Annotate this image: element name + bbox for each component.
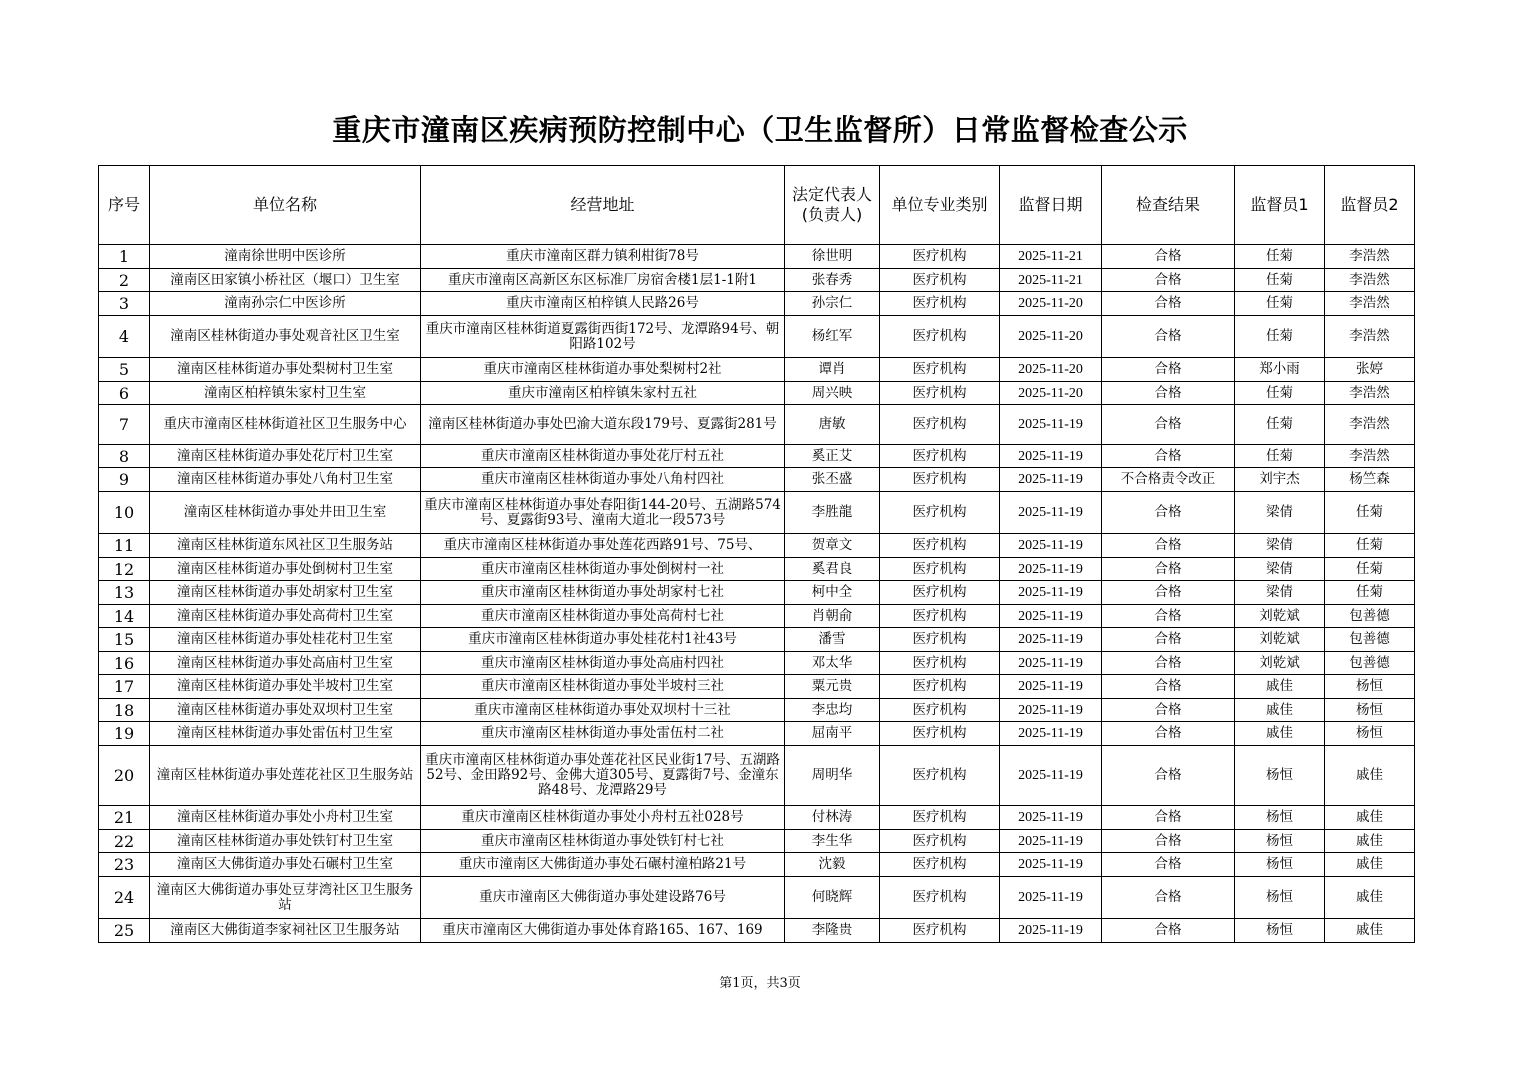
cell-date: 2025-11-19 — [1000, 492, 1102, 534]
cell-unit-name: 潼南区桂林街道办事处胡家村卫生室 — [150, 581, 421, 605]
cell-address: 重庆市潼南区桂林街道办事处小舟村五社028号 — [421, 806, 785, 830]
cell-supervisor-1: 杨恒 — [1235, 806, 1325, 830]
header-result: 检查结果 — [1102, 166, 1235, 245]
cell-unit-name: 重庆市潼南区桂林街道社区卫生服务中心 — [150, 405, 421, 445]
cell-category: 医疗机构 — [880, 605, 1000, 628]
cell-supervisor-2: 戚佳 — [1325, 919, 1415, 943]
cell-representative: 谭肖 — [785, 358, 880, 382]
cell-supervisor-2: 戚佳 — [1325, 853, 1415, 877]
cell-supervisor-2: 李浩然 — [1325, 245, 1415, 269]
inspection-table — [98, 165, 1415, 943]
cell-supervisor-1: 梁倩 — [1235, 492, 1325, 534]
cell-supervisor-2: 任菊 — [1325, 534, 1415, 558]
cell-representative: 周兴映 — [785, 382, 880, 405]
cell-representative: 奚正艾 — [785, 445, 880, 468]
cell-unit-name: 潼南孙宗仁中医诊所 — [150, 292, 421, 316]
cell-result: 合格 — [1102, 316, 1235, 358]
cell-address: 重庆市潼南区柏梓镇朱家村五社 — [421, 382, 785, 405]
table-row — [99, 245, 1415, 269]
cell-unit-name: 潼南区桂林街道办事处高庙村卫生室 — [150, 652, 421, 675]
cell-category: 医疗机构 — [880, 468, 1000, 492]
cell-representative: 张丕盛 — [785, 468, 880, 492]
cell-date: 2025-11-19 — [1000, 746, 1102, 806]
cell-supervisor-1: 杨恒 — [1235, 830, 1325, 853]
cell-date: 2025-11-20 — [1000, 382, 1102, 405]
cell-result: 合格 — [1102, 722, 1235, 746]
cell-index: 15 — [99, 628, 150, 652]
cell-index: 4 — [99, 316, 150, 358]
cell-result: 合格 — [1102, 699, 1235, 722]
cell-supervisor-1: 郑小雨 — [1235, 358, 1325, 382]
cell-category: 医疗机构 — [880, 652, 1000, 675]
cell-supervisor-2: 任菊 — [1325, 581, 1415, 605]
cell-representative: 李胜龍 — [785, 492, 880, 534]
cell-address: 重庆市潼南区桂林街道办事处高荷村七社 — [421, 605, 785, 628]
cell-unit-name: 潼南区田家镇小桥社区（堰口）卫生室 — [150, 269, 421, 292]
cell-unit-name: 潼南区大佛街道李家祠社区卫生服务站 — [150, 919, 421, 943]
cell-date: 2025-11-19 — [1000, 722, 1102, 746]
cell-result: 合格 — [1102, 652, 1235, 675]
cell-supervisor-1: 杨恒 — [1235, 919, 1325, 943]
table-row — [99, 581, 1415, 605]
table-row — [99, 269, 1415, 292]
cell-supervisor-2: 杨恒 — [1325, 699, 1415, 722]
cell-index: 22 — [99, 830, 150, 853]
cell-result: 合格 — [1102, 405, 1235, 445]
cell-result: 合格 — [1102, 628, 1235, 652]
cell-supervisor-2: 杨恒 — [1325, 675, 1415, 699]
cell-index: 19 — [99, 722, 150, 746]
cell-category: 医疗机构 — [880, 919, 1000, 943]
cell-date: 2025-11-19 — [1000, 445, 1102, 468]
cell-unit-name: 潼南区大佛街道办事处石碾村卫生室 — [150, 853, 421, 877]
cell-supervisor-2: 李浩然 — [1325, 292, 1415, 316]
cell-supervisor-1: 任菊 — [1235, 316, 1325, 358]
cell-representative: 徐世明 — [785, 245, 880, 269]
cell-representative: 何晓辉 — [785, 877, 880, 919]
cell-supervisor-2: 杨恒 — [1325, 722, 1415, 746]
cell-supervisor-2: 戚佳 — [1325, 746, 1415, 806]
cell-category: 医疗机构 — [880, 316, 1000, 358]
table-row — [99, 382, 1415, 405]
cell-index: 18 — [99, 699, 150, 722]
cell-category: 医疗机构 — [880, 746, 1000, 806]
cell-unit-name: 潼南区桂林街道办事处观音社区卫生室 — [150, 316, 421, 358]
cell-unit-name: 潼南区桂林街道东风社区卫生服务站 — [150, 534, 421, 558]
cell-address: 重庆市潼南区桂林街道夏露街西街172号、龙潭路94号、朝阳路102号 — [421, 316, 785, 358]
cell-index: 3 — [99, 292, 150, 316]
table-row — [99, 468, 1415, 492]
cell-result: 合格 — [1102, 245, 1235, 269]
cell-representative: 粟元贵 — [785, 675, 880, 699]
cell-index: 11 — [99, 534, 150, 558]
cell-category: 医疗机构 — [880, 492, 1000, 534]
cell-supervisor-1: 任菊 — [1235, 245, 1325, 269]
cell-unit-name: 潼南区桂林街道办事处双坝村卫生室 — [150, 699, 421, 722]
cell-category: 医疗机构 — [880, 722, 1000, 746]
cell-supervisor-2: 李浩然 — [1325, 316, 1415, 358]
cell-supervisor-1: 戚佳 — [1235, 675, 1325, 699]
cell-result: 合格 — [1102, 806, 1235, 830]
cell-category: 医疗机构 — [880, 445, 1000, 468]
cell-index: 21 — [99, 806, 150, 830]
cell-address: 潼南区桂林街道办事处巴渝大道东段179号、夏露街281号 — [421, 405, 785, 445]
cell-supervisor-1: 戚佳 — [1235, 722, 1325, 746]
cell-date: 2025-11-19 — [1000, 830, 1102, 853]
cell-unit-name: 潼南区桂林街道办事处半坡村卫生室 — [150, 675, 421, 699]
cell-unit-name: 潼南区柏梓镇朱家村卫生室 — [150, 382, 421, 405]
cell-supervisor-1: 任菊 — [1235, 269, 1325, 292]
cell-supervisor-1: 任菊 — [1235, 292, 1325, 316]
table-row — [99, 806, 1415, 830]
cell-supervisor-1: 戚佳 — [1235, 699, 1325, 722]
cell-unit-name: 潼南区桂林街道办事处莲花社区卫生服务站 — [150, 746, 421, 806]
cell-date: 2025-11-19 — [1000, 628, 1102, 652]
cell-category: 医疗机构 — [880, 699, 1000, 722]
cell-index: 6 — [99, 382, 150, 405]
cell-unit-name: 潼南区桂林街道办事处铁钉村卫生室 — [150, 830, 421, 853]
cell-category: 医疗机构 — [880, 292, 1000, 316]
cell-supervisor-2: 戚佳 — [1325, 806, 1415, 830]
table-row — [99, 830, 1415, 853]
cell-supervisor-2: 杨竺森 — [1325, 468, 1415, 492]
header-date: 监督日期 — [1000, 166, 1102, 245]
page-footer: 第1页，共3页 — [719, 976, 801, 991]
cell-unit-name: 潼南区桂林街道办事处井田卫生室 — [150, 492, 421, 534]
cell-address: 重庆市潼南区桂林街道办事处梨树村2社 — [421, 358, 785, 382]
header-unit-name: 单位名称 — [150, 166, 421, 245]
cell-address: 重庆市潼南区桂林街道办事处桂花村1社43号 — [421, 628, 785, 652]
cell-result: 合格 — [1102, 675, 1235, 699]
cell-index: 12 — [99, 558, 150, 581]
cell-date: 2025-11-20 — [1000, 358, 1102, 382]
cell-supervisor-2: 李浩然 — [1325, 445, 1415, 468]
cell-index: 24 — [99, 877, 150, 919]
cell-supervisor-1: 杨恒 — [1235, 877, 1325, 919]
cell-index: 7 — [99, 405, 150, 445]
cell-unit-name: 潼南徐世明中医诊所 — [150, 245, 421, 269]
cell-representative: 贺章文 — [785, 534, 880, 558]
page-title: 重庆市潼南区疾病预防控制中心（卫生监督所）日常监督检查公示 — [332, 113, 1188, 147]
cell-index: 1 — [99, 245, 150, 269]
cell-supervisor-1: 任菊 — [1235, 445, 1325, 468]
cell-address: 重庆市潼南区桂林街道办事处双坝村十三社 — [421, 699, 785, 722]
table-row — [99, 919, 1415, 943]
cell-category: 医疗机构 — [880, 245, 1000, 269]
cell-supervisor-2: 李浩然 — [1325, 405, 1415, 445]
cell-supervisor-2: 包善德 — [1325, 652, 1415, 675]
cell-representative: 潘雪 — [785, 628, 880, 652]
cell-supervisor-1: 刘乾斌 — [1235, 652, 1325, 675]
cell-unit-name: 潼南区桂林街道办事处雷伍村卫生室 — [150, 722, 421, 746]
cell-category: 医疗机构 — [880, 628, 1000, 652]
cell-result: 合格 — [1102, 534, 1235, 558]
cell-category: 医疗机构 — [880, 806, 1000, 830]
cell-date: 2025-11-19 — [1000, 652, 1102, 675]
cell-supervisor-2: 李浩然 — [1325, 269, 1415, 292]
cell-unit-name: 潼南区桂林街道办事处高荷村卫生室 — [150, 605, 421, 628]
cell-category: 医疗机构 — [880, 675, 1000, 699]
cell-category: 医疗机构 — [880, 877, 1000, 919]
cell-date: 2025-11-19 — [1000, 405, 1102, 445]
cell-index: 23 — [99, 853, 150, 877]
cell-category: 医疗机构 — [880, 581, 1000, 605]
table-row — [99, 316, 1415, 358]
cell-address: 重庆市潼南区桂林街道办事处铁钉村七社 — [421, 830, 785, 853]
cell-representative: 付林涛 — [785, 806, 880, 830]
cell-index: 5 — [99, 358, 150, 382]
cell-address: 重庆市潼南区柏梓镇人民路26号 — [421, 292, 785, 316]
cell-date: 2025-11-21 — [1000, 245, 1102, 269]
table-row — [99, 445, 1415, 468]
cell-category: 医疗机构 — [880, 405, 1000, 445]
table-row — [99, 358, 1415, 382]
header-representative: 法定代表人(负责人) — [785, 166, 880, 245]
cell-index: 14 — [99, 605, 150, 628]
cell-address: 重庆市潼南区桂林街道办事处莲花社区民业街17号、五湖路52号、金田路92号、金佛大道305号、夏露街7号、金潼东路48号、龙潭路29号 — [421, 746, 785, 806]
header-address: 经营地址 — [421, 166, 785, 245]
cell-supervisor-1: 任菊 — [1235, 382, 1325, 405]
cell-result: 合格 — [1102, 877, 1235, 919]
cell-address: 重庆市潼南区桂林街道办事处春阳街144-20号、五湖路574号、夏露街93号、潼南大道北一段573号 — [421, 492, 785, 534]
cell-address: 重庆市潼南区桂林街道办事处雷伍村二社 — [421, 722, 785, 746]
cell-date: 2025-11-19 — [1000, 699, 1102, 722]
cell-supervisor-1: 杨恒 — [1235, 746, 1325, 806]
table-row — [99, 675, 1415, 699]
cell-date: 2025-11-21 — [1000, 269, 1102, 292]
cell-supervisor-1: 梁倩 — [1235, 558, 1325, 581]
cell-address: 重庆市潼南区桂林街道办事处八角村四社 — [421, 468, 785, 492]
cell-representative: 奚君良 — [785, 558, 880, 581]
cell-representative: 李隆贵 — [785, 919, 880, 943]
table-row — [99, 292, 1415, 316]
table-row — [99, 558, 1415, 581]
cell-address: 重庆市潼南区高新区东区标准厂房宿舍楼1层1-1附1 — [421, 269, 785, 292]
cell-result: 合格 — [1102, 746, 1235, 806]
cell-date: 2025-11-20 — [1000, 316, 1102, 358]
cell-category: 医疗机构 — [880, 534, 1000, 558]
cell-unit-name: 潼南区桂林街道办事处小舟村卫生室 — [150, 806, 421, 830]
cell-category: 医疗机构 — [880, 558, 1000, 581]
cell-address: 重庆市潼南区桂林街道办事处半坡村三社 — [421, 675, 785, 699]
cell-address: 重庆市潼南区桂林街道办事处胡家村七社 — [421, 581, 785, 605]
cell-supervisor-2: 戚佳 — [1325, 877, 1415, 919]
cell-date: 2025-11-19 — [1000, 853, 1102, 877]
cell-category: 医疗机构 — [880, 358, 1000, 382]
cell-representative: 孙宗仁 — [785, 292, 880, 316]
cell-date: 2025-11-19 — [1000, 675, 1102, 699]
cell-representative: 唐敏 — [785, 405, 880, 445]
cell-unit-name: 潼南区桂林街道办事处桂花村卫生室 — [150, 628, 421, 652]
cell-result: 合格 — [1102, 382, 1235, 405]
table-row — [99, 853, 1415, 877]
cell-category: 医疗机构 — [880, 382, 1000, 405]
cell-date: 2025-11-19 — [1000, 605, 1102, 628]
cell-address: 重庆市潼南区桂林街道办事处倒树村一社 — [421, 558, 785, 581]
cell-category: 医疗机构 — [880, 853, 1000, 877]
cell-result: 合格 — [1102, 445, 1235, 468]
cell-address: 重庆市潼南区桂林街道办事处莲花西路91号、75号、 — [421, 534, 785, 558]
cell-result: 合格 — [1102, 581, 1235, 605]
cell-result: 合格 — [1102, 605, 1235, 628]
cell-index: 8 — [99, 445, 150, 468]
table-row — [99, 877, 1415, 919]
cell-result: 合格 — [1102, 492, 1235, 534]
table-row — [99, 605, 1415, 628]
cell-representative: 沈毅 — [785, 853, 880, 877]
cell-supervisor-2: 任菊 — [1325, 558, 1415, 581]
table-row — [99, 699, 1415, 722]
cell-supervisor-1: 刘乾斌 — [1235, 605, 1325, 628]
cell-address: 重庆市潼南区群力镇利柑街78号 — [421, 245, 785, 269]
cell-unit-name: 潼南区桂林街道办事处花厅村卫生室 — [150, 445, 421, 468]
cell-supervisor-2: 包善德 — [1325, 628, 1415, 652]
cell-result: 合格 — [1102, 853, 1235, 877]
cell-date: 2025-11-19 — [1000, 468, 1102, 492]
cell-result: 合格 — [1102, 358, 1235, 382]
cell-result: 合格 — [1102, 292, 1235, 316]
cell-address: 重庆市潼南区大佛街道办事处体育路165、167、169 — [421, 919, 785, 943]
cell-address: 重庆市潼南区桂林街道办事处花厅村五社 — [421, 445, 785, 468]
cell-representative: 周明华 — [785, 746, 880, 806]
table-row — [99, 746, 1415, 806]
cell-address: 重庆市潼南区桂林街道办事处高庙村四社 — [421, 652, 785, 675]
cell-unit-name: 潼南区大佛街道办事处豆芽湾社区卫生服务站 — [150, 877, 421, 919]
table-row — [99, 492, 1415, 534]
cell-representative: 邓太华 — [785, 652, 880, 675]
header-index: 序号 — [99, 166, 150, 245]
cell-date: 2025-11-19 — [1000, 558, 1102, 581]
cell-address: 重庆市潼南区大佛街道办事处石碾村潼柏路21号 — [421, 853, 785, 877]
cell-supervisor-1: 杨恒 — [1235, 853, 1325, 877]
header-row — [99, 166, 1415, 245]
cell-representative: 杨红军 — [785, 316, 880, 358]
table-row — [99, 405, 1415, 445]
table-row — [99, 534, 1415, 558]
cell-result: 合格 — [1102, 558, 1235, 581]
cell-representative: 肖朝俞 — [785, 605, 880, 628]
cell-date: 2025-11-19 — [1000, 806, 1102, 830]
cell-index: 2 — [99, 269, 150, 292]
cell-representative: 李忠均 — [785, 699, 880, 722]
cell-date: 2025-11-19 — [1000, 877, 1102, 919]
cell-index: 20 — [99, 746, 150, 806]
cell-result: 合格 — [1102, 269, 1235, 292]
table-row — [99, 722, 1415, 746]
cell-index: 17 — [99, 675, 150, 699]
cell-supervisor-2: 包善德 — [1325, 605, 1415, 628]
cell-result: 合格 — [1102, 830, 1235, 853]
cell-unit-name: 潼南区桂林街道办事处梨树村卫生室 — [150, 358, 421, 382]
cell-supervisor-1: 任菊 — [1235, 405, 1325, 445]
cell-representative: 李生华 — [785, 830, 880, 853]
cell-supervisor-1: 梁倩 — [1235, 534, 1325, 558]
cell-supervisor-1: 梁倩 — [1235, 581, 1325, 605]
cell-supervisor-2: 李浩然 — [1325, 382, 1415, 405]
cell-index: 25 — [99, 919, 150, 943]
cell-index: 9 — [99, 468, 150, 492]
cell-result: 不合格责令改正 — [1102, 468, 1235, 492]
cell-category: 医疗机构 — [880, 269, 1000, 292]
table-body — [99, 245, 1415, 943]
cell-supervisor-2: 戚佳 — [1325, 830, 1415, 853]
cell-result: 合格 — [1102, 919, 1235, 943]
table-row — [99, 628, 1415, 652]
cell-category: 医疗机构 — [880, 830, 1000, 853]
cell-date: 2025-11-20 — [1000, 292, 1102, 316]
cell-index: 16 — [99, 652, 150, 675]
table-row — [99, 652, 1415, 675]
cell-supervisor-2: 张婷 — [1325, 358, 1415, 382]
cell-unit-name: 潼南区桂林街道办事处八角村卫生室 — [150, 468, 421, 492]
cell-address: 重庆市潼南区大佛街道办事处建设路76号 — [421, 877, 785, 919]
cell-date: 2025-11-19 — [1000, 581, 1102, 605]
cell-representative: 屈南平 — [785, 722, 880, 746]
cell-index: 10 — [99, 492, 150, 534]
header-supervisor-1: 监督员1 — [1235, 166, 1325, 245]
cell-supervisor-2: 任菊 — [1325, 492, 1415, 534]
cell-supervisor-1: 刘乾斌 — [1235, 628, 1325, 652]
header-supervisor-2: 监督员2 — [1325, 166, 1415, 245]
cell-date: 2025-11-19 — [1000, 919, 1102, 943]
cell-representative: 柯中全 — [785, 581, 880, 605]
header-category: 单位专业类别 — [880, 166, 1000, 245]
cell-representative: 张春秀 — [785, 269, 880, 292]
cell-supervisor-1: 刘宇杰 — [1235, 468, 1325, 492]
cell-index: 13 — [99, 581, 150, 605]
cell-unit-name: 潼南区桂林街道办事处倒树村卫生室 — [150, 558, 421, 581]
cell-date: 2025-11-19 — [1000, 534, 1102, 558]
